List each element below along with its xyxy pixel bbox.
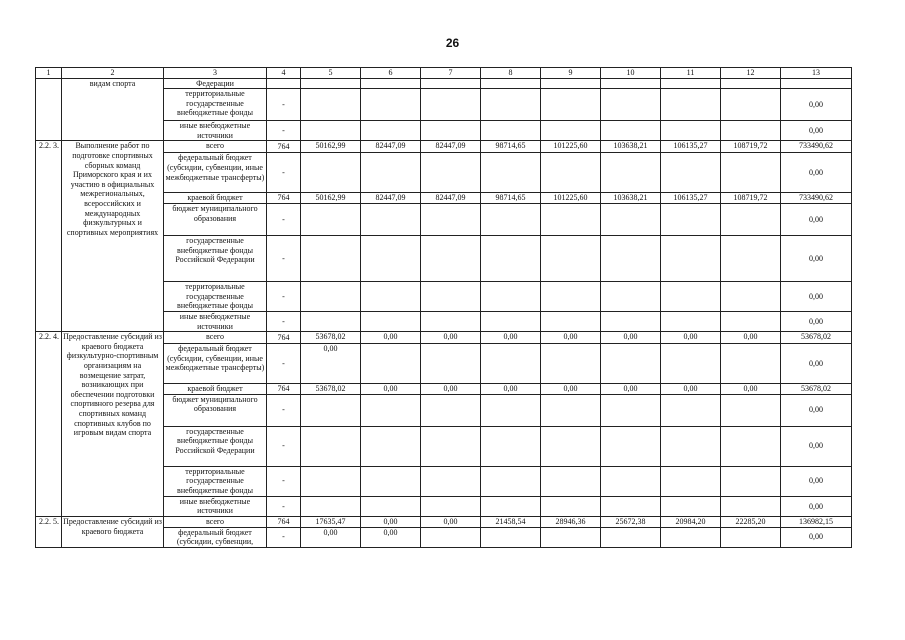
year-value-cell <box>361 153 421 193</box>
year-value-cell <box>541 153 601 193</box>
year-value-cell <box>481 311 541 331</box>
year-value-cell <box>601 311 661 331</box>
year-value-cell: 0,00 <box>601 332 661 344</box>
year-value-cell <box>721 496 781 516</box>
year-value-cell: 0,00 <box>481 384 541 395</box>
total-value-cell: 53678,02 <box>781 384 852 395</box>
column-number-cell: 5 <box>301 68 361 79</box>
year-value-cell <box>661 89 721 121</box>
column-number-cell: 13 <box>781 68 852 79</box>
funding-source-cell: федеральный бюджет (субсидии, субвенции, <box>164 527 267 547</box>
year-value-cell <box>601 527 661 547</box>
funding-source-cell: государственные внебюджетные фонды Российской Федерации <box>164 426 267 466</box>
year-value-cell: 25672,38 <box>601 516 661 527</box>
year-value-cell <box>421 121 481 141</box>
year-value-cell: 0,00 <box>361 384 421 395</box>
code-cell: - <box>267 203 301 235</box>
year-value-cell <box>421 153 481 193</box>
year-value-cell: 0,00 <box>661 332 721 344</box>
year-value-cell: 0,00 <box>361 516 421 527</box>
year-value-cell <box>601 426 661 466</box>
year-value-cell <box>301 235 361 281</box>
year-value-cell <box>361 394 421 426</box>
total-value-cell: 0,00 <box>781 496 852 516</box>
year-value-cell: 0,00 <box>721 332 781 344</box>
year-value-cell <box>421 496 481 516</box>
year-value-cell <box>301 203 361 235</box>
year-value-cell <box>421 426 481 466</box>
year-value-cell <box>361 496 421 516</box>
year-value-cell <box>541 203 601 235</box>
year-value-cell <box>421 281 481 311</box>
year-value-cell: 17635,47 <box>301 516 361 527</box>
year-value-cell <box>361 311 421 331</box>
total-value-cell: 0,00 <box>781 235 852 281</box>
total-value-cell: 136982,15 <box>781 516 852 527</box>
year-value-cell <box>361 466 421 496</box>
year-value-cell <box>301 89 361 121</box>
column-number-cell: 9 <box>541 68 601 79</box>
year-value-cell <box>721 203 781 235</box>
total-value-cell: 0,00 <box>781 344 852 384</box>
column-number-cell: 12 <box>721 68 781 79</box>
column-number-cell: 1 <box>36 68 62 79</box>
funding-source-cell: всего <box>164 516 267 527</box>
year-value-cell <box>601 344 661 384</box>
year-value-cell <box>661 121 721 141</box>
item-number-cell <box>36 78 62 141</box>
code-cell: - <box>267 281 301 311</box>
year-value-cell <box>601 394 661 426</box>
funding-source-cell: бюджет муниципального образования <box>164 203 267 235</box>
column-number-cell: 7 <box>421 68 481 79</box>
year-value-cell: 82447,09 <box>361 193 421 204</box>
year-value-cell <box>481 89 541 121</box>
funding-source-cell: краевой бюджет <box>164 193 267 204</box>
funding-source-cell: иные внебюджетные источники <box>164 311 267 331</box>
year-value-cell <box>661 153 721 193</box>
year-value-cell <box>361 121 421 141</box>
code-cell: - <box>267 344 301 384</box>
code-cell: - <box>267 153 301 193</box>
funding-source-cell: территориальные государственные внебюджетные фонды <box>164 89 267 121</box>
code-cell: - <box>267 121 301 141</box>
year-value-cell <box>421 235 481 281</box>
year-value-cell <box>421 344 481 384</box>
year-value-cell <box>721 78 781 89</box>
activity-name-cell: Предоставление субсидий из краевого бюджета <box>62 516 164 547</box>
year-value-cell <box>541 344 601 384</box>
column-number-cell: 4 <box>267 68 301 79</box>
total-value-cell: 0,00 <box>781 394 852 426</box>
year-value-cell: 0,00 <box>421 332 481 344</box>
total-value-cell: 0,00 <box>781 466 852 496</box>
code-cell: - <box>267 466 301 496</box>
budget-table <box>35 67 852 548</box>
table-row <box>36 516 852 527</box>
year-value-cell <box>661 235 721 281</box>
year-value-cell <box>541 281 601 311</box>
year-value-cell: 53678,02 <box>301 332 361 344</box>
total-value-cell <box>781 78 852 89</box>
year-value-cell <box>721 153 781 193</box>
year-value-cell: 98714,65 <box>481 193 541 204</box>
year-value-cell <box>361 235 421 281</box>
year-value-cell: 82447,09 <box>361 141 421 153</box>
year-value-cell <box>721 394 781 426</box>
activity-name-cell: Выполнение работ по подготовке спортивных сборных команд Приморского края и их участию в официальных межрегиональных, всероссийских и международных физкультурных и спортивных мероприятиях <box>62 141 164 332</box>
year-value-cell <box>601 235 661 281</box>
year-value-cell <box>481 153 541 193</box>
code-cell <box>267 78 301 89</box>
total-value-cell: 0,00 <box>781 203 852 235</box>
year-value-cell <box>541 527 601 547</box>
year-value-cell <box>661 344 721 384</box>
year-value-cell <box>361 344 421 384</box>
year-value-cell <box>421 311 481 331</box>
year-value-cell: 101225,60 <box>541 193 601 204</box>
year-value-cell <box>361 426 421 466</box>
year-value-cell <box>481 281 541 311</box>
year-value-cell <box>481 344 541 384</box>
year-value-cell: 0,00 <box>421 516 481 527</box>
year-value-cell: 0,00 <box>481 332 541 344</box>
year-value-cell <box>301 496 361 516</box>
year-value-cell: 20984,20 <box>661 516 721 527</box>
year-value-cell <box>481 121 541 141</box>
funding-source-cell: территориальные государственные внебюджетные фонды <box>164 466 267 496</box>
code-cell: - <box>267 527 301 547</box>
year-value-cell <box>661 311 721 331</box>
column-number-row <box>36 68 852 79</box>
year-value-cell <box>721 527 781 547</box>
year-value-cell: 0,00 <box>421 384 481 395</box>
year-value-cell <box>481 496 541 516</box>
code-cell: - <box>267 311 301 331</box>
code-cell: - <box>267 496 301 516</box>
total-value-cell: 0,00 <box>781 89 852 121</box>
funding-source-cell: государственные внебюджетные фонды Российской Федерации <box>164 235 267 281</box>
column-number-cell: 11 <box>661 68 721 79</box>
year-value-cell <box>601 78 661 89</box>
funding-source-cell: иные внебюджетные источники <box>164 496 267 516</box>
year-value-cell <box>721 235 781 281</box>
year-value-cell: 0,00 <box>541 332 601 344</box>
year-value-cell <box>661 281 721 311</box>
funding-source-cell: краевой бюджет <box>164 384 267 395</box>
activity-name-cell: Предоставление субсидий из краевого бюджета физкультурно-спортивным организациям на возмещение затрат, возникающих при обеспечении подготовки спортивного резерва для спортивных команд спортивных клубов по игровым видам спорта <box>62 332 164 517</box>
year-value-cell: 0,00 <box>361 527 421 547</box>
code-cell: - <box>267 394 301 426</box>
year-value-cell <box>541 394 601 426</box>
year-value-cell <box>301 311 361 331</box>
year-value-cell <box>421 89 481 121</box>
year-value-cell <box>601 153 661 193</box>
year-value-cell <box>661 466 721 496</box>
table-row <box>36 141 852 153</box>
year-value-cell: 22285,20 <box>721 516 781 527</box>
year-value-cell <box>661 527 721 547</box>
year-value-cell <box>541 89 601 121</box>
total-value-cell: 0,00 <box>781 153 852 193</box>
column-number-cell: 10 <box>601 68 661 79</box>
year-value-cell: 0,00 <box>601 384 661 395</box>
funding-source-cell: территориальные государственные внебюджетные фонды <box>164 281 267 311</box>
year-value-cell <box>421 466 481 496</box>
year-value-cell: 108719,72 <box>721 141 781 153</box>
code-cell: - <box>267 235 301 281</box>
code-cell: 764 <box>267 141 301 153</box>
year-value-cell: 28946,36 <box>541 516 601 527</box>
year-value-cell <box>301 78 361 89</box>
code-cell: 764 <box>267 516 301 527</box>
year-value-cell <box>481 426 541 466</box>
code-cell: - <box>267 89 301 121</box>
column-number-cell: 8 <box>481 68 541 79</box>
item-number-cell: 2.2. 4. <box>36 332 62 517</box>
code-cell: 764 <box>267 384 301 395</box>
funding-source-cell: федеральный бюджет (субсидии, субвенции, иные межбюджетные трансферты) <box>164 153 267 193</box>
year-value-cell <box>601 466 661 496</box>
year-value-cell <box>541 235 601 281</box>
total-value-cell: 733490,62 <box>781 193 852 204</box>
column-number-cell: 6 <box>361 68 421 79</box>
year-value-cell <box>301 394 361 426</box>
column-number-cell: 2 <box>62 68 164 79</box>
total-value-cell: 0,00 <box>781 527 852 547</box>
year-value-cell <box>541 121 601 141</box>
total-value-cell: 0,00 <box>781 311 852 331</box>
year-value-cell <box>721 281 781 311</box>
funding-source-cell: федеральный бюджет (субсидии, субвенции, иные межбюджетные трансферты) <box>164 344 267 384</box>
table-row <box>36 332 852 344</box>
code-cell: 764 <box>267 193 301 204</box>
year-value-cell <box>721 311 781 331</box>
year-value-cell <box>721 426 781 466</box>
year-value-cell <box>601 203 661 235</box>
total-value-cell: 0,00 <box>781 281 852 311</box>
year-value-cell <box>481 235 541 281</box>
year-value-cell: 0,00 <box>661 384 721 395</box>
year-value-cell <box>721 121 781 141</box>
year-value-cell <box>541 496 601 516</box>
total-value-cell: 0,00 <box>781 121 852 141</box>
year-value-cell <box>601 496 661 516</box>
funding-source-cell: Федерации <box>164 78 267 89</box>
year-value-cell <box>721 344 781 384</box>
column-number-cell: 3 <box>164 68 267 79</box>
year-value-cell: 98714,65 <box>481 141 541 153</box>
total-value-cell: 733490,62 <box>781 141 852 153</box>
funding-source-cell: бюджет муниципального образования <box>164 394 267 426</box>
year-value-cell: 103638,21 <box>601 141 661 153</box>
year-value-cell: 106135,27 <box>661 141 721 153</box>
year-value-cell: 103638,21 <box>601 193 661 204</box>
year-value-cell <box>721 89 781 121</box>
year-value-cell <box>361 89 421 121</box>
year-value-cell <box>421 78 481 89</box>
year-value-cell <box>481 466 541 496</box>
year-value-cell <box>661 78 721 89</box>
year-value-cell <box>481 203 541 235</box>
year-value-cell: 0,00 <box>301 527 361 547</box>
year-value-cell <box>361 281 421 311</box>
year-value-cell <box>301 466 361 496</box>
year-value-cell: 50162,99 <box>301 193 361 204</box>
year-value-cell <box>421 527 481 547</box>
year-value-cell <box>541 311 601 331</box>
item-number-cell: 2.2. 5. <box>36 516 62 547</box>
year-value-cell <box>301 121 361 141</box>
year-value-cell <box>481 394 541 426</box>
year-value-cell <box>541 78 601 89</box>
year-value-cell <box>421 203 481 235</box>
year-value-cell: 50162,99 <box>301 141 361 153</box>
year-value-cell <box>661 426 721 466</box>
year-value-cell <box>601 281 661 311</box>
funding-source-cell: всего <box>164 141 267 153</box>
year-value-cell: 82447,09 <box>421 193 481 204</box>
year-value-cell: 82447,09 <box>421 141 481 153</box>
year-value-cell: 101225,60 <box>541 141 601 153</box>
year-value-cell <box>301 153 361 193</box>
code-cell: - <box>267 426 301 466</box>
funding-source-cell: иные внебюджетные источники <box>164 121 267 141</box>
year-value-cell <box>541 426 601 466</box>
year-value-cell <box>661 394 721 426</box>
item-number-cell: 2.2. 3. <box>36 141 62 332</box>
year-value-cell <box>301 426 361 466</box>
year-value-cell <box>361 203 421 235</box>
year-value-cell: 0,00 <box>541 384 601 395</box>
year-value-cell <box>481 527 541 547</box>
year-value-cell <box>661 496 721 516</box>
funding-source-cell: всего <box>164 332 267 344</box>
year-value-cell: 0,00 <box>721 384 781 395</box>
year-value-cell: 0,00 <box>361 332 421 344</box>
total-value-cell: 0,00 <box>781 426 852 466</box>
year-value-cell <box>661 203 721 235</box>
year-value-cell <box>361 78 421 89</box>
table-row <box>36 78 852 89</box>
year-value-cell <box>301 281 361 311</box>
year-value-cell: 53678,02 <box>301 384 361 395</box>
year-value-cell: 108719,72 <box>721 193 781 204</box>
year-value-cell <box>541 466 601 496</box>
year-value-cell: 21458,54 <box>481 516 541 527</box>
year-value-cell: 0,00 <box>301 344 361 384</box>
total-value-cell: 53678,02 <box>781 332 852 344</box>
year-value-cell <box>481 78 541 89</box>
year-value-cell <box>721 466 781 496</box>
year-value-cell <box>421 394 481 426</box>
code-cell: 764 <box>267 332 301 344</box>
year-value-cell <box>601 121 661 141</box>
activity-name-cell: видам спорта <box>62 78 164 141</box>
year-value-cell <box>601 89 661 121</box>
year-value-cell: 106135,27 <box>661 193 721 204</box>
page-number: 26 <box>445 36 460 50</box>
